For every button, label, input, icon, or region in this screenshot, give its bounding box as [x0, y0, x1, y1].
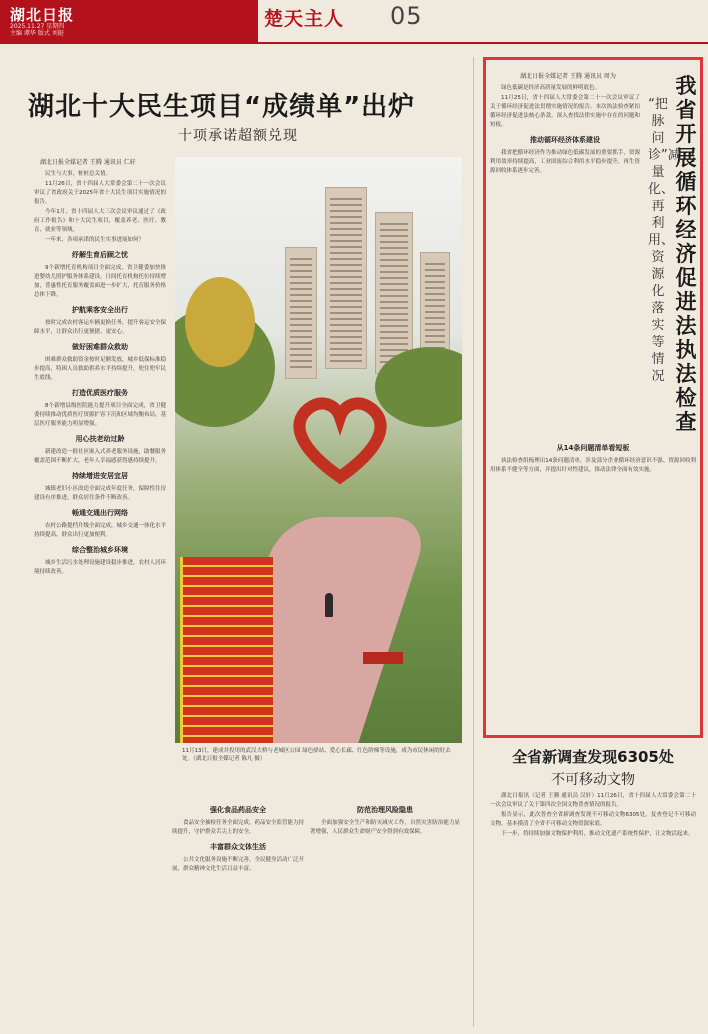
photo-caption: 11月13日，建成并投用的武汉大桥与老城区公园 绿色驿站、爱心长廊、红色阶梯等设施，成为市民休闲的好去处。（湖北日报全媒记者 陈凡 摄） [182, 748, 451, 762]
lead-byline: 湖北日报全媒记者 王腾 通讯员 仁轩 [40, 159, 136, 166]
column-divider [473, 57, 474, 1027]
right-story-byline: 湖北日报全媒记者 王腾 通讯员 周为 [520, 73, 616, 80]
paragraph: 新建改造一批社区嵌入式养老服务设施，助餐服务覆盖范围不断扩大，老年人幸福感获得感持续提升。 [34, 449, 166, 464]
lead-column-2 [172, 800, 304, 1005]
paragraph: 8个新增县级医院能力提升项目全面完成，省卫健委持续推动优质医疗资源扩容下沉和区域均衡布局，基层医疗服务能力明显增强。 [34, 403, 166, 427]
right-story-column [490, 84, 640, 434]
person-walking [325, 593, 333, 617]
bottom-story-headline: 全省新调查发现6305处 [512, 748, 674, 766]
paragraph: 绿色低碳是经济高质量发展的鲜明底色。 [501, 85, 601, 91]
section-title: 楚天主人 [264, 8, 345, 30]
paragraph: 困难群众救助资金按时足额发放，城乡低保标准稳步提高，特困人员救助供养水平持续提升，兜住兜牢民生底线。 [34, 357, 166, 381]
paragraph: 按时完成农村客运车辆更换任务，提升客运安全保障水平，让群众出行更便捷、更安心。 [34, 320, 166, 335]
paragraph: 城乡生活污水处理设施建设稳步推进，农村人居环境持续改善。 [34, 560, 166, 575]
section-subhead: 推动循环经济体系建设 [530, 136, 600, 144]
section-subhead: 持续增进安居宜居 [72, 472, 128, 480]
paragraph: 今年1月，省十四届人大三次会议审议通过了《政府工作报告》和十大民生项目，覆盖养老、医疗、教育、就业等领域。 [34, 209, 166, 233]
paragraph: 报告显示，此次普查全省新调查发现不可移动文物6305处，复查登记不可移动文物，基本摸清了全省不可移动文物资源家底。 [490, 812, 696, 827]
paragraph: 执法检查组梳理出14条问题清单，涉及部分企业循环经济意识不强、资源回收利用体系不健全等方面，并提出针对性建议，推动法律全面有效实施。 [490, 458, 696, 473]
masthead [0, 0, 708, 48]
building [285, 247, 317, 379]
masthead-red-band [0, 0, 258, 42]
issue-date-line: 2025.11.27 星期四 [10, 23, 65, 30]
lead-column-1 [34, 170, 166, 1008]
lead-subheadline: 十项承诺超额兑现 [178, 128, 298, 144]
issue-date [10, 23, 64, 37]
section-subhead: 护航乘客安全出行 [72, 306, 128, 314]
paragraph: 11月25日，省十四届人大常委会第二十一次会议审议了关于循环经济促进法贯彻实施情况的报告。本次执法检查紧扣循环经济促进法核心条款，深入查找法律实施中存在的问题和短板。 [490, 95, 640, 128]
newspaper-logo: 湖北日报 [10, 6, 75, 24]
right-story-headline: 我省开展循环经济促进法执法检查 [675, 74, 697, 434]
page-number: 05 [390, 2, 423, 30]
section-subhead: 强化食品药品安全 [210, 806, 266, 814]
park-photo [175, 157, 462, 743]
section-subhead: 综合整治城乡环境 [72, 546, 128, 554]
section-subhead: 做好困难群众救助 [72, 343, 128, 351]
paragraph: 11月26日，省十四届人大常委会第二十一次会议审议了省政府关于2025年省十大民生项目实施情况的报告。 [34, 181, 166, 205]
right-story-subheadline: “把脉问诊”减量化、再利用、资源化落实等情况 [648, 97, 681, 384]
bottom-story-subheadline: 不可移动文物 [551, 772, 635, 788]
section-subhead: 从14条问题清单看短板 [556, 444, 630, 452]
section-subhead: 打造优质医疗服务 [72, 389, 128, 397]
paragraph: 下一步，将持续加强文物保护利用，推动文化遗产系统性保护，让文物活起来。 [501, 831, 694, 837]
red-stairs [180, 557, 273, 743]
red-bench [363, 652, 403, 664]
paragraph: 食品安全抽检任务全面完成，药品安全监管能力持续提升，守护群众舌尖上的安全。 [172, 820, 304, 835]
tree [185, 277, 255, 367]
heart-sculpture [290, 389, 390, 489]
section-subhead: 畅通交通出行网络 [72, 509, 128, 517]
paragraph: 全面加强安全生产和防灾减灾工作，自然灾害防治能力显著增强，人民群众生命财产安全得到有效保障。 [310, 820, 460, 835]
paragraph: 公共文化服务设施不断完善，全民健身活动广泛开展，群众精神文化生活日益丰富。 [172, 857, 304, 872]
editor-line: 主编 谭华 版式 刘挺 [10, 30, 64, 37]
section-subhead: 防范治理风险隐患 [357, 806, 413, 814]
section-subhead: 用心扶老幼过龄 [75, 435, 125, 443]
paragraph: 9个新增托育机构项目全面完成，省卫健委加快推进婴幼儿照护服务体系建设，日间托育机构托位持续增加，普惠性托育服务覆盖面进一步扩大，托育服务价格总体下降。 [34, 265, 166, 298]
lead-column-3 [310, 800, 460, 1005]
lead-headline: 湖北十大民生项目“成绩单”出炉 [28, 92, 416, 122]
building [325, 187, 367, 369]
bottom-story-column [490, 792, 696, 1028]
section-subhead: 丰富群众文体生活 [210, 843, 266, 851]
paragraph: 湖北日报讯（记者 王腾 通讯员 汉轩）11月26日，省十四届人大常委会第二十一次会议审议了关于第四次全国文物普查情况的报告。 [490, 793, 696, 808]
paragraph: 我省把循环经济作为推动绿色低碳发展的重要抓手，资源利用效率持续提高，工业固废综合利用水平稳步提升，再生资源回收体系逐步完善。 [490, 150, 640, 174]
paragraph: 民生与大事，桩桩总关情。 [45, 171, 112, 177]
paragraph: 城镇老旧小区改造全面完成年度任务，保障性住房建设有序推进，群众居住条件不断改善。 [34, 486, 166, 501]
section-subhead: 纾解生育后顾之忧 [72, 251, 128, 259]
masthead-rule [0, 42, 708, 44]
paragraph: 一年来，各项承诺的民生实事进展如何？ [45, 237, 145, 243]
right-story-column-wide [490, 438, 696, 732]
paragraph: 农村公路提档升级全面完成，城乡交通一体化水平持续提高，群众出行更加便利。 [34, 523, 166, 538]
